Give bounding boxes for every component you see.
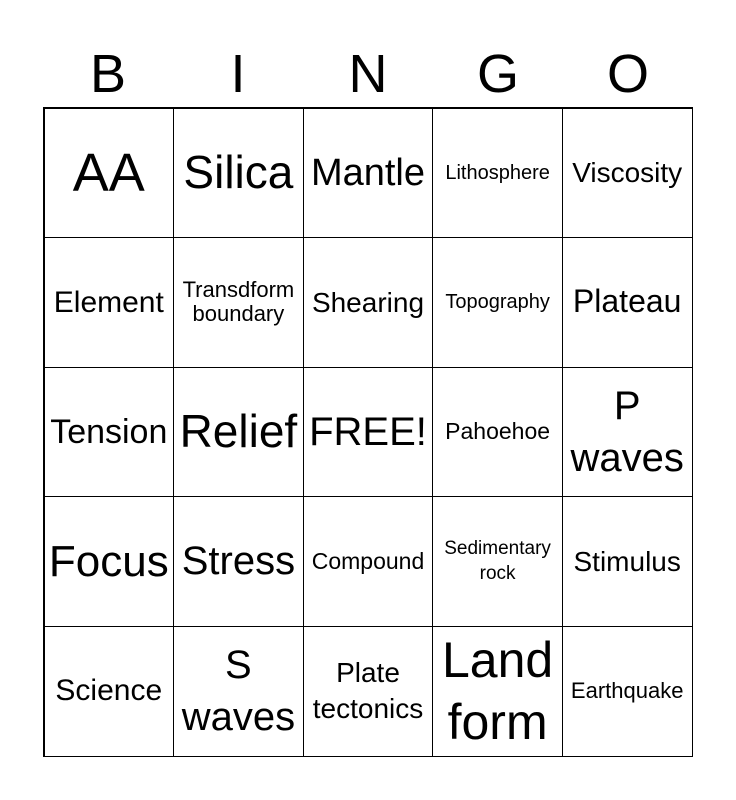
bingo-cell-r1-c3[interactable] (303, 108, 434, 239)
bingo-header (43, 40, 693, 108)
bingo-cell-r2-c2[interactable] (173, 237, 304, 368)
header-letter-n: N (348, 44, 388, 104)
header-letter-i: I (230, 44, 246, 104)
header-letter-b: B (89, 44, 127, 104)
cell-label: Land form (441, 631, 554, 751)
cell-label: Stress (181, 539, 296, 584)
cell-label: Focus (48, 536, 169, 586)
cell-label: AA (72, 142, 145, 203)
cell-label: Silica (183, 146, 294, 199)
cell-label: Sedimentary rock (444, 537, 551, 584)
cell-label: Tension (50, 412, 168, 451)
cell-label: S waves (181, 643, 296, 740)
cell-label: Element (53, 285, 164, 319)
header-letter-o: O (606, 44, 649, 104)
cell-label: Plateau (572, 283, 682, 320)
cell-label: Compound (311, 547, 425, 574)
bingo-cell-r2-c1[interactable] (44, 237, 175, 368)
cell-label: Shearing (311, 286, 425, 318)
bingo-cell-r2-c5[interactable] (562, 237, 693, 368)
cell-label: Pahoehoe (445, 418, 551, 445)
cell-label: Relief (179, 405, 298, 458)
bingo-cell-r5-c4[interactable] (432, 626, 563, 757)
cell-label: Plate tectonics (312, 656, 424, 725)
cell-label: FREE! (309, 409, 427, 454)
cell-label: Lithosphere (445, 161, 550, 184)
header-letter-g: G (476, 44, 519, 104)
bingo-cell-r5-c5[interactable] (562, 626, 693, 757)
bingo-board (43, 107, 693, 757)
bingo-cell-r4-c2[interactable] (173, 496, 304, 627)
bingo-cell-r4-c1[interactable] (44, 496, 175, 627)
cell-label: Transdform boundary (182, 276, 295, 327)
bingo-cell-r3-c4[interactable] (432, 367, 563, 498)
cell-label: Mantle (310, 151, 426, 194)
cell-label: Earthquake (570, 677, 684, 703)
bingo-cell-r3-c2[interactable] (173, 367, 304, 498)
cell-label: Stimulus (573, 545, 681, 577)
bingo-cell-r3-c5[interactable] (562, 367, 693, 498)
cell-label: Viscosity (572, 157, 683, 189)
bingo-cell-r4-c4[interactable] (432, 496, 563, 627)
bingo-cell-r2-c4[interactable] (432, 237, 563, 368)
bingo-cell-r1-c1[interactable] (44, 108, 175, 239)
bingo-cell-r3-c1[interactable] (44, 367, 175, 498)
bingo-cell-r5-c2[interactable] (173, 626, 304, 757)
bingo-cell-r1-c4[interactable] (432, 108, 563, 239)
bingo-cell-r4-c5[interactable] (562, 496, 693, 627)
cell-label: P waves (570, 383, 684, 480)
cell-label: Science (55, 674, 163, 708)
bingo-cell-r4-c3[interactable] (303, 496, 434, 627)
bingo-cell-r2-c3[interactable] (303, 237, 434, 368)
bingo-cell-r1-c2[interactable] (173, 108, 304, 239)
bingo-cell-free[interactable] (303, 367, 434, 498)
cell-label: Topography (445, 291, 550, 314)
bingo-cell-r1-c5[interactable] (562, 108, 693, 239)
bingo-cell-r5-c1[interactable] (44, 626, 175, 757)
bingo-cell-r5-c3[interactable] (303, 626, 434, 757)
